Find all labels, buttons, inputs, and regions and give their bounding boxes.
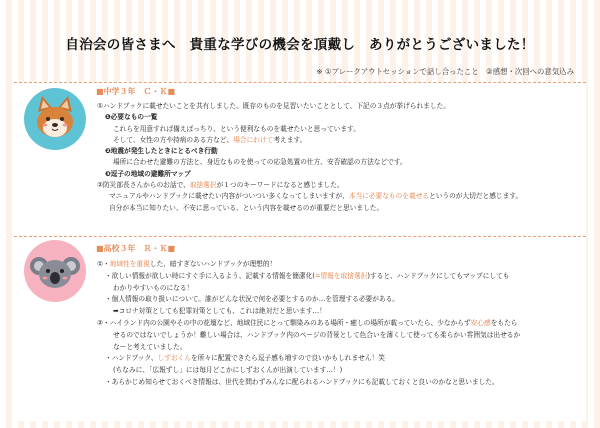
highlight-text: 取捨選択 [189,181,217,190]
text-line: ❷地震が発生したときにとるべき行動 [105,147,218,156]
section-2-body [97,259,587,389]
shiba-dog-avatar [24,88,86,150]
text-line [97,180,587,191]
highlight-text: しずおくん [157,354,191,363]
text-line [97,135,587,146]
text-span: を所々に配置できたら逗子感も増すので良いかもしれません！笑 [191,354,385,363]
text-span: ・欲しい情報が欲しい時にすぐ手に入るよう、記載する情報を簡潔化( [105,271,315,280]
text-line [97,353,587,365]
note-text: ※ ①ブレークアウトセッションで話し合ったこと ②感想・次回への意気込み [316,67,574,76]
koala-icon [24,240,86,302]
text-line: わかりやすいものになる！ [113,283,194,292]
text-line: 自分が本当に知りたい、不安に思っている、という内容を載せるのが重要だと思いました。 [109,203,384,212]
text-span: ②防災部長さんからのお話で、 [97,181,190,190]
text-line: ❶必要なもの一覧 [105,113,158,122]
text-span: が１つのキーワードになると感じました。 [216,181,344,190]
text-span: )すると、ハンドブックにしてもマップにしても [367,271,510,280]
text-line: これらを用意すれば備えばっちり、という便利なものを載せたいと思っています。 [113,124,360,133]
text-line [97,191,587,202]
page-title: 自治会の皆さまへ 貴重な学びの機会を頂戴し ありがとうございました！ [65,37,535,53]
highlight-text: =情報を取捨選択 [314,271,368,280]
text-span: ①・ [97,260,110,268]
section-heading-2: ■高校３年 Ｒ・Ｋ■ [96,244,176,253]
text-line: せるのではないでしょうか！難しい場合は、ハンドブック内のページの背景として色合いを薄くして使っても柔らかい雰囲気は出せるか [113,330,521,339]
text-line: ❸逗子の地域の避難所マップ [105,169,191,178]
text-line: なーと考えていました。 [113,342,187,351]
text-line: ・あらかじめ知らせておくべき情報は、世代を問わずみんなに配られるハンドブックにも記載しておくと良いのかなと思いました。 [105,377,499,386]
koala-avatar [24,240,86,302]
text-line: ➡コロナ対策としても犯罪対策としても、これは絶対だと思います…！ [113,307,326,316]
section-heading-1: ■中学３年 Ｃ・Ｋ■ [96,87,176,96]
text-line: (ちなみに、「広報ずし」には毎月どこかにしずおくんが出演しています…！) [113,366,343,375]
text-line [97,271,587,283]
text-span: ・ハンドブック、 [105,354,158,363]
text-line: 場所に合わせた避難の方法と、身近なものを使っての応急処置の仕方、安否確認の方法などです。 [113,158,407,167]
text-line: ①ハンドブックに載せたいことを共有しました。既存のものを見習いたいこととして、下記の３点が挙げられました。 [97,102,450,110]
text-span: した、暗すぎないハンドブックが理想的！ [149,260,277,268]
text-line [97,259,587,271]
text-line: ・個人情報の取り扱いについて。誰がどんな状況で何を必要とするのか…を管理する必要がある。 [105,295,399,304]
text-span: をもたら [490,318,518,327]
text-span: ②・ハイランド内の公園やその中の花壇など、地域住民にとって馴染みのある場所・癒しの場所が載っていたら、少なからず [97,318,471,327]
text-span: というのが大切だと感じます。 [429,192,523,201]
text-line [97,318,587,330]
highlight-text: 本当に必要なものを載せる [348,192,430,201]
highlight-text: 場合にわけて [233,135,274,144]
text-span: 考えます。 [273,135,307,144]
highlight-text: 安心感 [470,318,491,327]
highlight-text: 地域性を重視 [109,260,150,268]
shiba-dog-icon [24,88,86,150]
section-1-body [97,101,587,214]
text-span: マニュアルやハンドブックに載せたい内容がついつい多くなってしまいますが、 [109,192,349,201]
text-span: そして、女性の方や持病のある方など、 [113,135,234,144]
